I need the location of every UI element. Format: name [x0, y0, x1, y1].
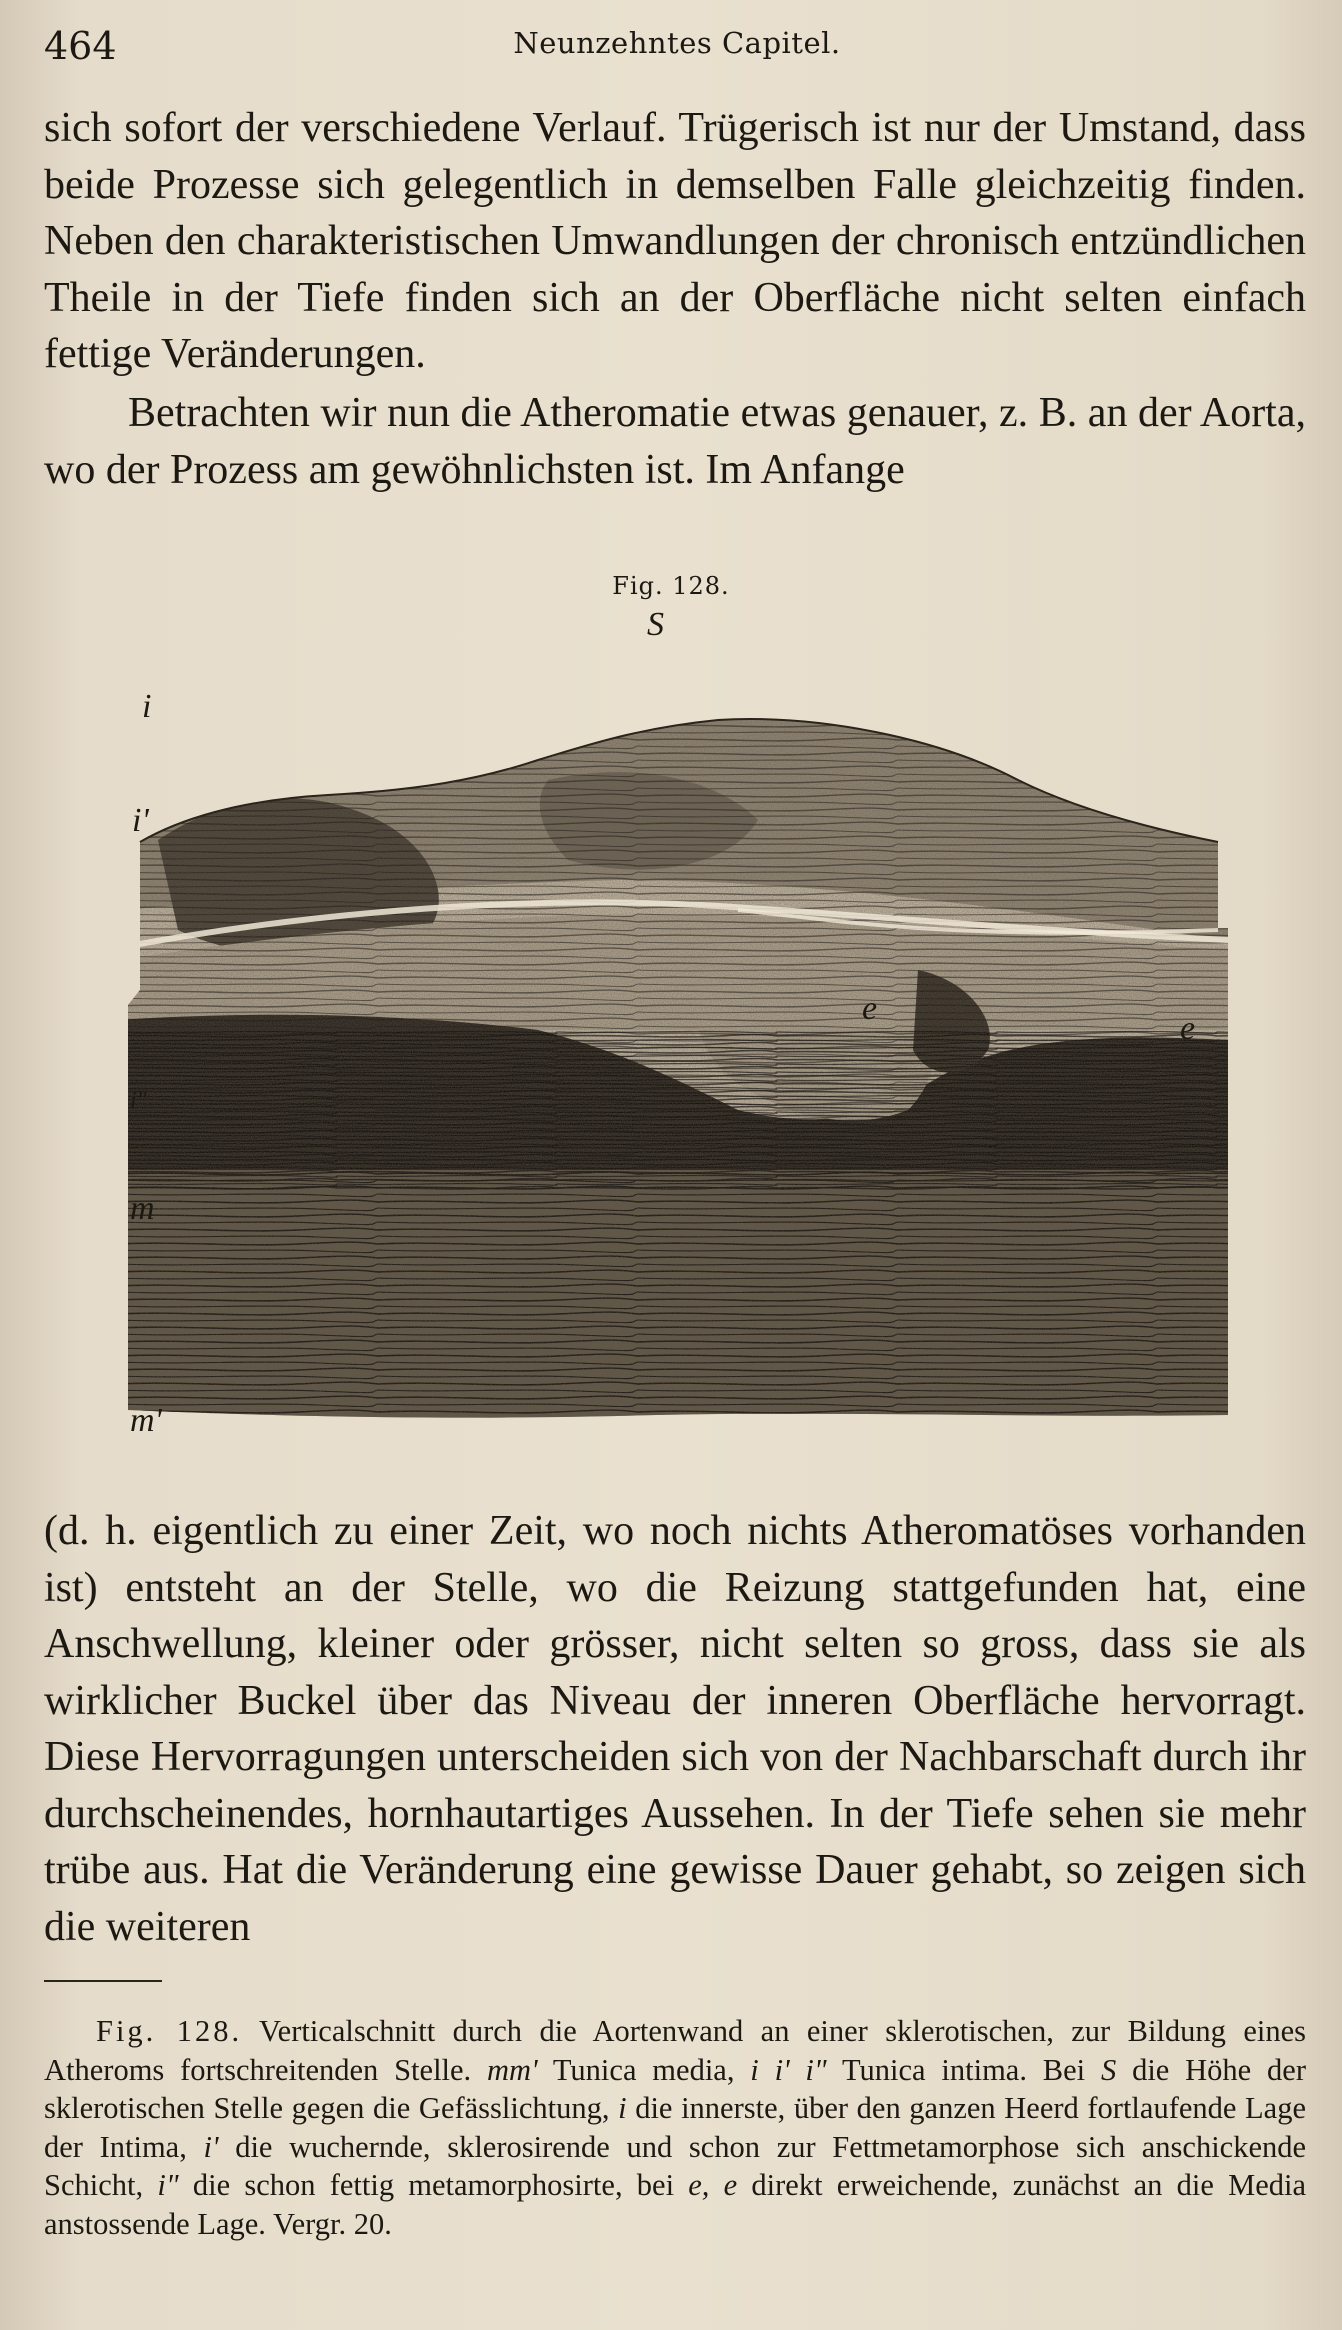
figure-letter-s: S	[647, 606, 664, 643]
footnote-rule	[44, 1980, 162, 1982]
paragraph-2	[44, 385, 1306, 498]
paragraph-1-text: sich sofort der verschiedene Verlauf. Trügerisch ist nur der Umstand, dass beide Prozesse sich gelegentlich in demselben Falle gleichzeitig finden. Neben den charakteristischen Umwandlungen der chronisch entzündlichen Theile in der Tiefe finden sich an der Oberfläche nicht selten einfach fettige Veränderungen.	[44, 105, 1306, 377]
figure-letter-e-right: e	[1180, 1010, 1196, 1047]
figure-letter-i: i	[142, 688, 152, 725]
caption-text-d: die Höhe der sklerotischen Stelle gegen die Gefässlichtung,	[44, 2052, 1306, 2125]
caption-text-c: Tunica intima. Bei	[841, 2052, 1086, 2087]
figure-letter-m: m	[130, 1190, 155, 1227]
figure-letter-m-prime: m'	[130, 1402, 162, 1439]
figure-label: Fig. 128.	[612, 572, 730, 600]
caption-i2: i"	[157, 2168, 179, 2202]
caption-text-a: Verticalschnitt durch die Aortenwand an einer sklerotischen, zur Bildung eines Atheroms fortschreitenden Stelle.	[44, 2014, 1307, 2087]
caption-fig: Fig. 128.	[96, 2014, 243, 2048]
caption-text-g: die schon fettig metamorphosirte, bei	[192, 2168, 675, 2202]
caption-i1: i'	[203, 2129, 219, 2164]
caption-text-h: direkt erweichende, zunächst an die Media anstossende Lage. Vergr. 20.	[44, 2168, 1307, 2241]
page-number: 464	[44, 24, 117, 68]
paragraph-3-text: (d. h. eigentlich zu einer Zeit, wo noch nichts Atheromatöses vorhanden ist) entsteht an der Stelle, wo die Reizung stattgefunden hat, eine Anschwellung, kleiner oder grösser, nicht selten so gross, dass sie als wirklicher Buckel über das Niveau der inneren Oberfläche hervorragt. Diese Hervorragungen unterscheiden sich von der Nachbarschaft durch ihr durchscheinendes, hornhautartiges Aussehen. In der Tiefe sehen sie mehr trübe aus. Hat die Veränderung eine gewisse Dauer gehabt, so zeigen sich die weiteren	[44, 1508, 1306, 1950]
caption-text-b: Tunica media,	[552, 2052, 735, 2087]
caption-mm: mm'	[487, 2052, 538, 2087]
caption-ii: i i' i"	[750, 2052, 827, 2087]
paragraph-2-text: Betrachten wir nun die Atheromatie etwas genauer, z. B. an der Aorta, wo der Prozess am gewöhnlichsten ist. Im Anfange	[44, 390, 1306, 493]
figure-letter-e-inner: e	[862, 990, 878, 1027]
figure-caption-text	[44, 2012, 1306, 2243]
paragraph-1	[44, 100, 1306, 383]
caption-text-f: die wuchernde, sklerosirende und schon zur Fettmetamorphose sich anschickende Schicht,	[44, 2129, 1307, 2202]
caption-s: S	[1100, 2052, 1117, 2087]
aorta-section-engraving	[118, 610, 1228, 1440]
caption-text-e: die innerste, über den ganzen Heerd fortlaufende Lage der Intima,	[44, 2091, 1306, 2164]
figure-caption	[44, 2012, 1306, 2243]
page-header	[44, 18, 1310, 68]
caption-ee: e, e	[688, 2168, 738, 2202]
figure-letter-i-prime: i'	[132, 802, 149, 839]
paragraph-3	[44, 1503, 1306, 1955]
figure-letter-i-double-prime: i"	[130, 1088, 147, 1114]
caption-i: i	[618, 2091, 627, 2125]
running-head: Neunzehntes Capitel.	[513, 26, 841, 60]
figure-128-illustration	[118, 606, 1228, 1440]
